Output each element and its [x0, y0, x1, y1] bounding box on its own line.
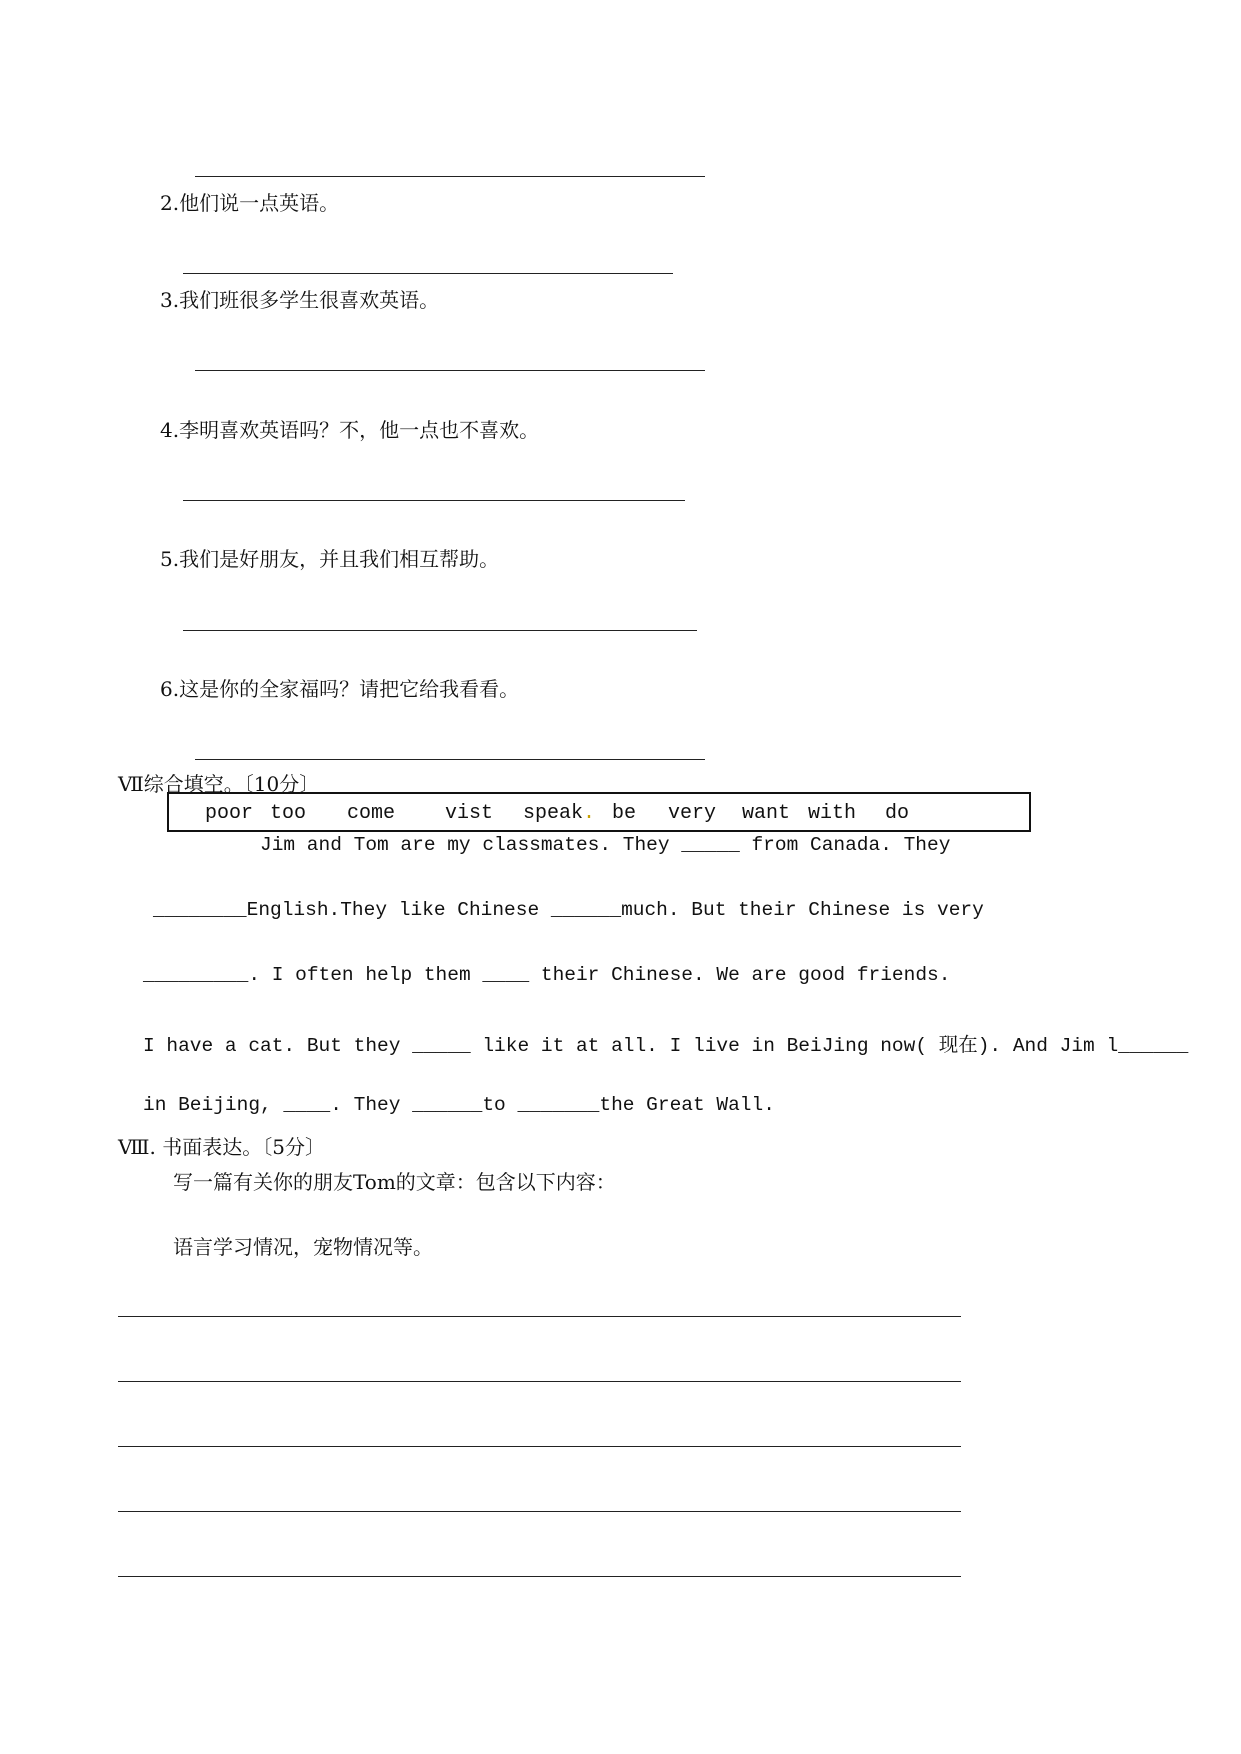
word-bank-word: poor [205, 802, 254, 825]
answer-line-5[interactable] [183, 630, 697, 631]
answer-line-6[interactable] [195, 759, 705, 760]
word-bank-word: be [612, 802, 637, 825]
item-text: 这是你的全家福吗？请把它给我看看。 [179, 677, 520, 701]
item-text: 他们说一点英语。 [179, 191, 340, 215]
word-bank-word: too [270, 802, 307, 825]
item-text: 李明喜欢英语吗？不，他一点也不喜欢。 [179, 418, 540, 442]
translation-item-6 [160, 673, 519, 702]
answer-line-4[interactable] [183, 500, 685, 501]
item-text: 我们班很多学生很喜欢英语。 [179, 288, 440, 312]
writing-line-1[interactable] [118, 1316, 961, 1317]
item-number: 6. [160, 677, 180, 701]
answer-line-1[interactable] [195, 176, 705, 177]
answer-line-3[interactable] [195, 370, 705, 371]
writing-line-4[interactable] [118, 1511, 961, 1512]
translation-item-4 [160, 414, 539, 443]
item-text: 我们是好朋友，并且我们相互帮助。 [179, 547, 500, 571]
word-bank-word: do [885, 802, 910, 825]
cloze-line-1: Jim and Tom are my classmates. They _____ from Canada. They [260, 834, 951, 856]
word-bank-word: vist [445, 802, 494, 825]
answer-line-2[interactable] [183, 273, 673, 274]
cloze-line-2: ________English.They like Chinese ______much. But their Chinese is very [153, 899, 984, 921]
item-number: 2. [160, 191, 180, 215]
writing-line-2[interactable] [118, 1381, 961, 1382]
word-bank-word: with [808, 802, 857, 825]
word-bank-word: come [347, 802, 396, 825]
writing-line-5[interactable] [118, 1576, 961, 1577]
cloze-line-3: _________. I often help them ____ their Chinese. We are good friends. [143, 964, 951, 986]
translation-item-3 [160, 284, 439, 313]
writing-prompt-1: 写一篇有关你的朋友Tom的文章：包含以下内容： [173, 1170, 616, 1194]
writing-prompt-2: 语言学习情况，宠物情况等。 [173, 1235, 433, 1259]
word-bank-dot: . [583, 802, 596, 825]
word-bank-word: very [668, 802, 717, 825]
section-8-heading: Ⅷ. 书面表达。〔5分〕 [118, 1135, 325, 1159]
item-number: 4. [160, 418, 180, 442]
writing-line-3[interactable] [118, 1446, 961, 1447]
item-number: 5. [160, 547, 180, 571]
word-bank-word: want [742, 802, 791, 825]
cloze-line-4: I have a cat. But they _____ like it at all. I live in BeiJing now( 现在). And Jim l______ [143, 1035, 1189, 1057]
section-7-heading: Ⅶ综合填空。〔10分〕 [118, 772, 320, 796]
translation-item-5 [160, 543, 499, 572]
translation-item-2 [160, 187, 339, 216]
item-number: 3. [160, 288, 180, 312]
word-bank-word: speak [523, 802, 584, 825]
cloze-line-5: in Beijing, ____. They ______to _______the Great Wall. [143, 1094, 775, 1116]
